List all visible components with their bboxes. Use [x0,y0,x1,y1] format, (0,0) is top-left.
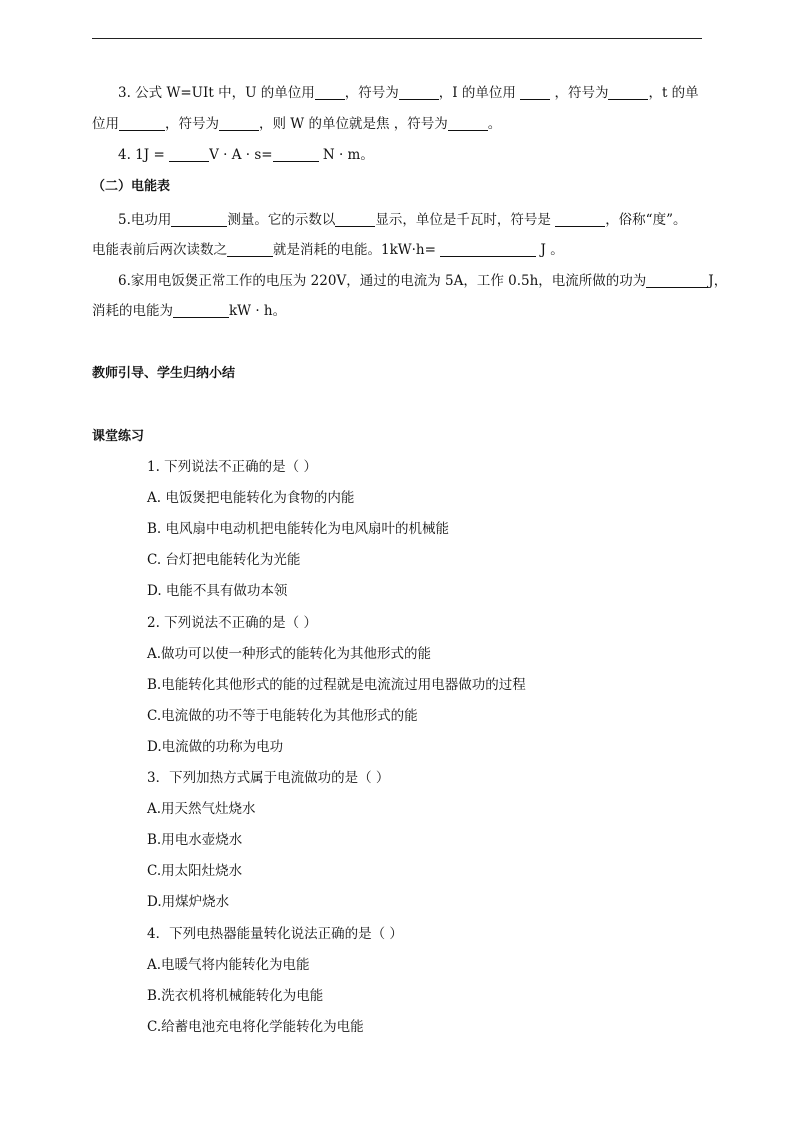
q5-line-2 [92,241,564,259]
blank-difference[interactable] [227,242,273,257]
q5-line-1 [118,211,687,229]
q4-line [118,146,374,164]
practice-q4-option-c[interactable]: C.给蓄电池充电将化学能转化为电能 [147,1019,364,1035]
blank-measure[interactable] [171,212,227,227]
practice-q4-stem: 4．下列电热器能量转化说法正确的是（ ） [147,926,403,942]
q6-line-1 [118,272,727,290]
section-title-meter: （二）电能表 [92,179,171,194]
q3-text-f: 位用 [92,116,119,132]
practice-q3-option-b[interactable]: B.用电水壶烧水 [147,832,243,848]
q3-line-2 [92,115,501,133]
q3-line-1 [118,84,699,102]
header-rule [92,38,702,39]
q5-text-a: 5.电功用 [118,212,172,228]
q3-text-g: ，符号为 [165,116,219,132]
q4-text-a: 4. 1J = [118,147,170,163]
blank-kwh-symbol[interactable] [555,212,605,227]
practice-title: 课堂练习 [92,429,145,444]
q6-text-b: J， [708,273,728,289]
q5-text-f: 就是消耗的电能。1kW·h= [273,242,441,258]
blank-vas[interactable] [169,147,209,162]
q5-text-g: J 。 [536,242,564,258]
practice-q2-stem: 2. 下列说法不正确的是（ ） [147,615,317,631]
q3-text-a: 3. 公式 W=UIt 中，U 的单位用 [118,85,315,101]
blank-work-j[interactable] [646,273,708,288]
q3-text-h: ，则 W 的单位就是焦 ，符号为 [259,116,448,132]
q3-text-c: ，I 的单位用 [438,85,521,101]
practice-q4-option-a[interactable]: A.电暖气将内能转化为电能 [147,957,310,973]
blank-energy-kwh[interactable] [173,303,229,318]
q6-text-a: 6.家用电饭煲正常工作的电压为 220V，通过的电流为 5A，工作 0.5h，电流所做的功为 [118,273,647,289]
blank-kwh-joule[interactable] [440,242,536,257]
q5-text-b: 测量。它的示数以 [227,212,336,228]
practice-q3-option-d[interactable]: D.用煤炉烧水 [147,894,230,910]
blank-i-unit[interactable] [520,85,550,100]
practice-q1-option-c[interactable]: C. 台灯把电能转化为光能 [147,552,301,568]
practice-q4-option-b[interactable]: B.洗衣机将机械能转化为电能 [147,988,324,1004]
practice-q3-stem: 3．下列加热方式属于电流做功的是（ ） [147,770,390,786]
q5-text-d: ，俗称“度”。 [605,212,687,228]
q6-text-d: kW · h。 [229,303,287,319]
practice-q2-option-d[interactable]: D.电流做的功称为电功 [147,739,284,755]
summary-title: 教师引导、学生归纳小结 [92,366,236,381]
practice-q2-option-a[interactable]: A.做功可以使一种形式的能转化为其他形式的能 [147,646,432,662]
blank-t-symbol[interactable] [219,116,259,131]
practice-q1-option-a[interactable]: A. 电饭煲把电能转化为食物的内能 [147,490,355,506]
q3-text-d: ，符号为 [550,85,609,101]
q3-text-e: ，t 的单 [648,85,699,101]
blank-i-symbol[interactable] [608,85,648,100]
blank-u-unit[interactable] [315,85,345,100]
q4-text-c: N · m。 [318,147,374,163]
blank-nm[interactable] [273,147,319,162]
q6-text-c: 消耗的电能为 [92,303,173,319]
blank-u-symbol[interactable] [399,85,439,100]
q5-text-e: 电能表前后两次读数之 [92,242,227,258]
q5-text-c: 显示，单位是千瓦时，符号是 [375,212,556,228]
q3-text-b: ，符号为 [344,85,399,101]
q3-text-i: 。 [487,116,502,132]
practice-q1-stem: 1. 下列说法不正确的是（ ） [147,459,317,475]
q4-text-b: V · A · s= [209,147,273,163]
practice-q2-option-b[interactable]: B.电能转化其他形式的能的过程就是电流流过用电器做功的过程 [147,677,526,693]
practice-q3-option-a[interactable]: A.用天然气灶烧水 [147,801,256,817]
q6-line-2 [92,302,286,320]
practice-q2-option-c[interactable]: C.电流做的功不等于电能转化为其他形式的能 [147,708,418,724]
blank-display[interactable] [335,212,375,227]
practice-q1-option-b[interactable]: B. 电风扇中电动机把电能转化为电风扇叶的机械能 [147,521,450,537]
blank-w-symbol[interactable] [448,116,488,131]
practice-q1-option-d[interactable]: D. 电能不具有做功本领 [147,583,288,599]
blank-t-unit[interactable] [119,116,165,131]
practice-q3-option-c[interactable]: C.用太阳灶烧水 [147,863,243,879]
